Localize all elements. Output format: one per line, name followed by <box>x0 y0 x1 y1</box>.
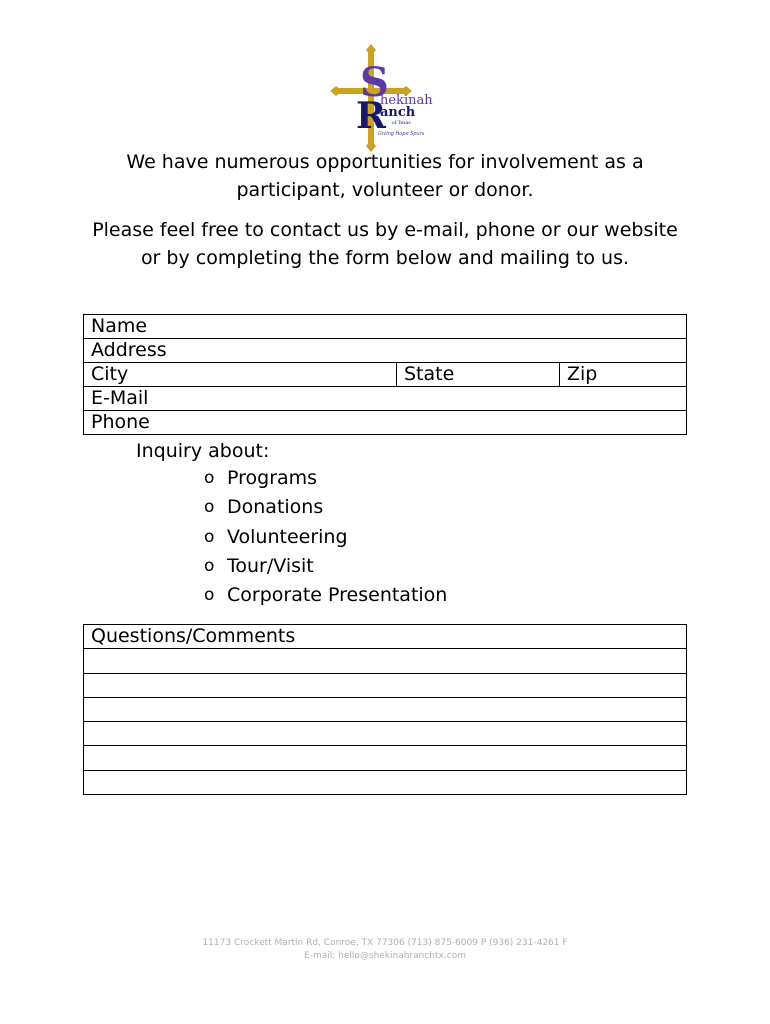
bullet-icon: o <box>204 497 215 518</box>
inquiry-option-donations[interactable] <box>204 493 447 522</box>
bullet-icon: o <box>204 556 215 577</box>
inquiry-title: Inquiry about: <box>136 440 270 462</box>
logo-name-line2: anch <box>380 105 416 120</box>
comments-line[interactable] <box>84 746 687 770</box>
address-label: Address <box>91 339 167 361</box>
email-field[interactable] <box>84 387 687 411</box>
option-label: Donations <box>227 496 324 519</box>
bullet-icon: o <box>204 585 215 606</box>
option-label: Tour/Visit <box>227 555 314 578</box>
city-field[interactable] <box>84 363 397 387</box>
logo-letter-s: S <box>360 59 389 106</box>
comments-line[interactable] <box>84 722 687 746</box>
option-label: Volunteering <box>227 525 348 548</box>
phone-field[interactable] <box>84 411 687 435</box>
email-label: E-Mail <box>91 387 149 409</box>
city-label: City <box>91 363 129 385</box>
option-label: Corporate Presentation <box>227 584 448 607</box>
logo-letter-r: R <box>356 95 386 137</box>
intro-paragraph-2: Please feel free to contact us by e-mail, phone or our website or by completing the form below and mailing to us. <box>92 219 678 269</box>
comments-line[interactable] <box>84 649 687 673</box>
state-field[interactable] <box>397 363 560 387</box>
address-field[interactable] <box>84 339 687 363</box>
bullet-icon: o <box>204 526 215 547</box>
logo-small-text: of Texas <box>392 121 411 126</box>
name-label: Name <box>91 315 148 337</box>
zip-field[interactable] <box>560 363 687 387</box>
inquiry-option-programs[interactable] <box>204 464 447 493</box>
comments-line[interactable] <box>84 673 687 697</box>
bullet-icon: o <box>204 468 215 489</box>
logo-tagline: Giving Hope Spurs <box>378 131 425 137</box>
phone-label: Phone <box>91 411 150 433</box>
comments-title: Questions/Comments <box>91 625 296 648</box>
inquiry-option-corporate-presentation[interactable] <box>204 581 447 610</box>
state-label: State <box>404 363 455 385</box>
inquiry-option-tour-visit[interactable] <box>204 552 447 581</box>
intro-paragraph-1: We have numerous opportunities for involvement as a participant, volunteer or donor. <box>126 151 644 201</box>
inquiry-options-list <box>204 464 447 610</box>
comments-line[interactable] <box>84 770 687 794</box>
option-label: Programs <box>227 467 318 490</box>
inquiry-option-volunteering[interactable] <box>204 523 447 552</box>
comments-table <box>83 624 687 795</box>
name-field[interactable] <box>84 315 687 339</box>
shekinah-ranch-logo <box>330 44 440 152</box>
footer-email: E-mail: hello@shekinahranchtx.com <box>304 951 466 961</box>
zip-label: Zip <box>567 363 598 385</box>
footer-address: 11173 Crockett Martin Rd, Conroe, TX 77306 (713) 875-6009 P (936) 231-4261 F <box>202 938 568 948</box>
comments-header <box>84 625 687 649</box>
logo-name-line1: hekinah <box>380 93 433 108</box>
comments-line[interactable] <box>84 697 687 721</box>
contact-form-table <box>83 314 687 435</box>
